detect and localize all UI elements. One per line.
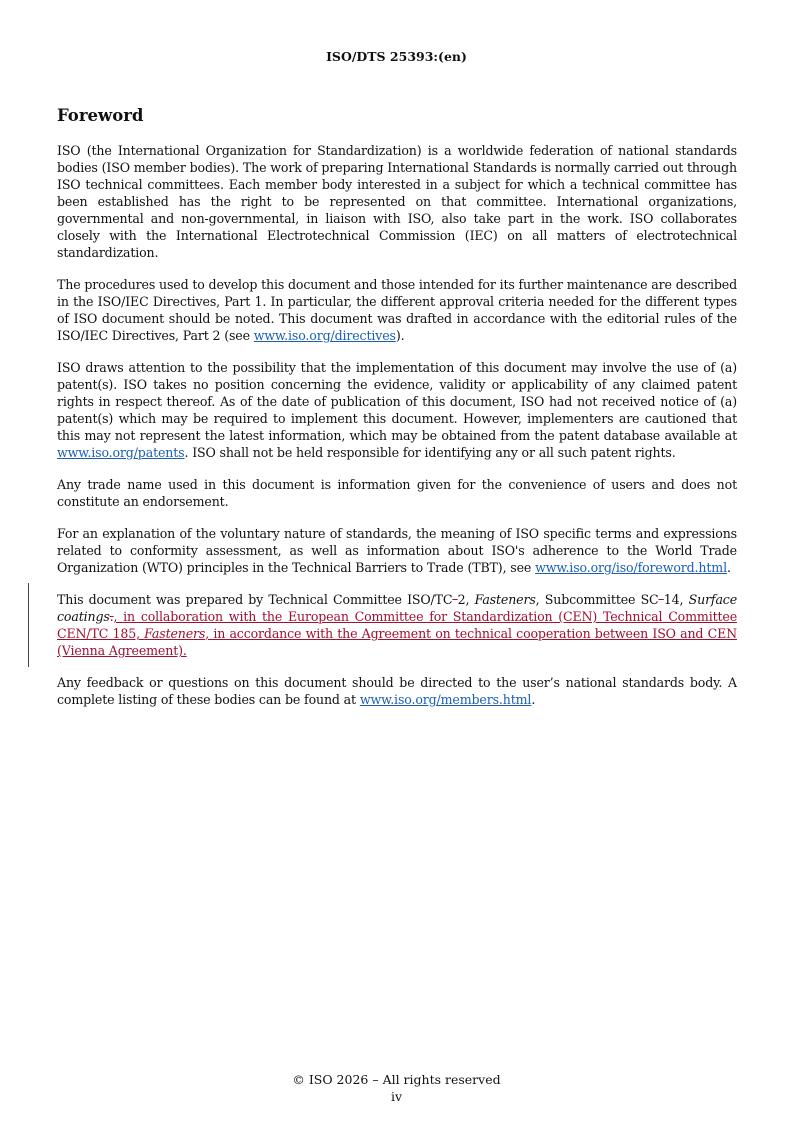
section-title: Foreword [57, 106, 144, 125]
page-number: iv [390, 1089, 403, 1104]
paragraph-voluntary-nature [57, 525, 737, 576]
committee-name: Fasteners [474, 592, 536, 607]
paragraph-patents [57, 359, 737, 461]
directives-link[interactable]: www.iso.org/directives [253, 328, 396, 343]
paragraph-prepared-by [57, 591, 737, 659]
paragraph-text: . [726, 560, 731, 575]
paragraph-text: Any trade name used in this document is information given for the convenience of users and does not constitute an endorsement. [57, 477, 737, 509]
copyright-notice: © ISO 2026 – All rights reserved [292, 1072, 501, 1087]
paragraph-text: ISO (the International Organization for Standardization) is a worldwide federation of national standards bodies (ISO member bodies). The work of preparing International Standards is normally carried out through ISO technical committees. Each member body interested in a subject for which a technical committee has been established has the right to be represented on that committee. International organizations, governmental and non-governmental, in liaison with ISO, also take part in the work. ISO collaborates closely with the International Electrotechnical Commission (IEC) on all matters of electrotechnical standardization. [57, 143, 737, 260]
inserted-text: , in collaboration with the European Committee for Standardization (CEN) Technical Committee CEN/TC 185, [57, 609, 737, 641]
members-link[interactable]: www.iso.org/members.html [359, 692, 532, 707]
page-footer [0, 1071, 793, 1105]
paragraph-text: Any feedback or questions on this document should be directed to the user’s national standards body. A complete listing of these bodies can be found at [57, 675, 737, 707]
change-bar [28, 583, 29, 667]
paragraph-feedback [57, 674, 737, 708]
document-body [57, 142, 737, 723]
subcommittee-name: Surface coatings [57, 592, 738, 624]
inserted-text-italic: Fasteners [144, 626, 206, 641]
paragraph-text: For an explanation of the voluntary nature of standards, the meaning of ISO specific terms and expressions related to conformity assessment, as well as information about ISO's adherence to the World Trade Organization (WTO) principles in the Technical Barriers to Trade (TBT), see [57, 526, 737, 575]
paragraph-text: The procedures used to develop this document and those intended for its further maintenance are described in the ISO/IEC Directives, Part 1. In particular, the different approval criteria needed for the different types of ISO document should be noted. This document was drafted in accordance with the editorial rules of the ISO/IEC Directives, Part 2 (see [57, 277, 737, 343]
patents-link[interactable]: www.iso.org/patents [57, 445, 185, 460]
paragraph-text: , Subcommittee SC [535, 592, 659, 607]
paragraph-iso-intro [57, 142, 737, 261]
paragraph-procedures [57, 276, 737, 344]
deleted-text: . [109, 609, 114, 624]
paragraph-text: 2, [457, 592, 475, 607]
paragraph-text: This document was prepared by Technical Committee ISO/TC [57, 592, 453, 607]
foreword-link[interactable]: www.iso.org/iso/foreword.html [535, 560, 727, 575]
paragraph-text: . ISO shall not be held responsible for identifying any or all such patent rights. [184, 445, 676, 460]
paragraph-text: 14, [663, 592, 689, 607]
paragraph-trade-name [57, 476, 737, 510]
inserted-text: , in accordance with the Agreement on technical cooperation between ISO and CEN (Vienna Agreement). [57, 626, 737, 658]
document-id-header: ISO/DTS 25393:(en) [326, 49, 467, 64]
paragraph-text: ISO draws attention to the possibility that the implementation of this document may involve the use of (a) patent(s). ISO takes no position concerning the evidence, validity or applicability of any claimed patent rights in respect thereof. As of the date of publication of this document, ISO had not received notice of (a) patent(s) which may be required to implement this document. However, implementers are cautioned that this may not represent the latest information, which may be obtained from the patent database available at [57, 360, 737, 443]
paragraph-text: . [531, 692, 536, 707]
paragraph-text: ). [395, 328, 405, 343]
